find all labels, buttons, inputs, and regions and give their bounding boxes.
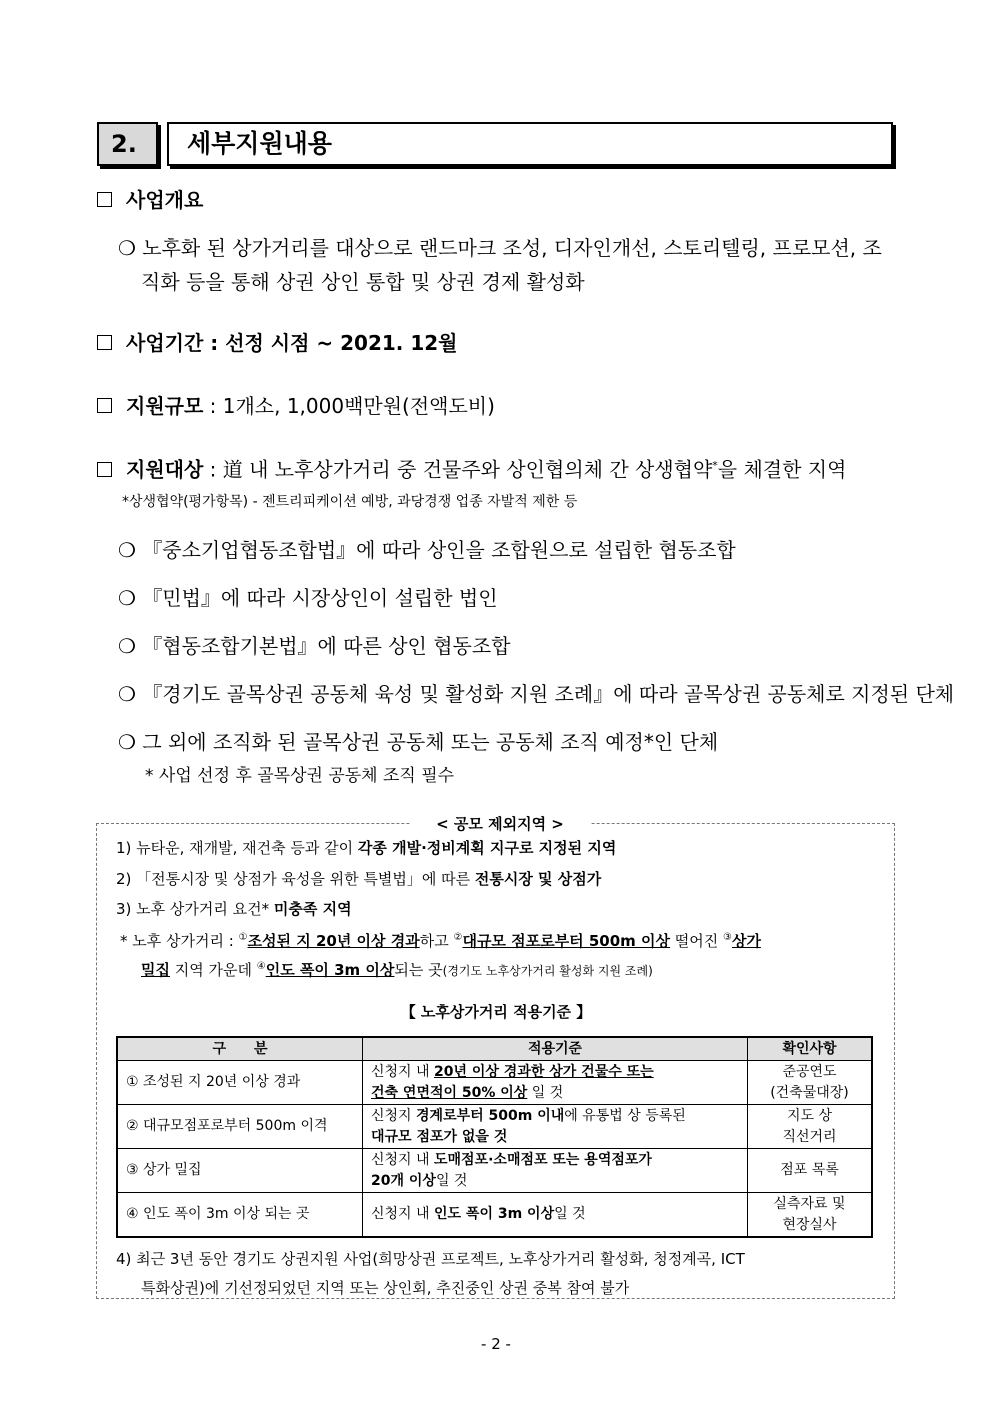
- table-cell: ③ 상가 밀집: [117, 1149, 363, 1193]
- table-cell: 신청지 경계로부터 500m 이내에 유통법 상 등록된 대규모 점포가 없을 것: [363, 1105, 748, 1149]
- exclusion-item-4: 4) 최근 3년 동안 경기도 상권지원 사업(희망상권 프로젝트, 노후상가거리 활성화, 청정계곡, ICT: [116, 1250, 745, 1268]
- circle-bullet-icon: ❍: [118, 236, 143, 260]
- table-cell: 신청지 내 20년 이상 경과한 상가 건물수 또는 건축 연면적이 50% 이상 일 것: [363, 1061, 748, 1105]
- target-item: ❍ 『협동조합기본법』에 따른 상인 협동조합: [118, 634, 511, 658]
- target-item: ❍ 『민법』에 따라 시장상인이 설립한 법인: [118, 586, 498, 610]
- overview-bullet-cont: 직화 등을 통해 상권 상인 통합 및 상권 경제 활성화: [141, 270, 585, 294]
- target-note: *상생협약(평가항목) - 젠트리피케이션 예방, 과당경쟁 업종 자발적 제한 등: [122, 494, 578, 510]
- target-item: ❍ 『경기도 골목상권 공동체 육성 및 활성화 지원 조례』에 따라 골목상권 공동체로 지정된 단체: [118, 682, 955, 706]
- target-line: 지원대상 : 道 내 노후상가거리 중 건물주와 상인협의체 간 상생협약*을 체결한 지역: [97, 452, 846, 484]
- table-row: [117, 1061, 872, 1105]
- exclusion-item-1: 1) 뉴타운, 재개발, 재건축 등과 같이 각종 개발·정비계획 지구로 지정된 지역: [116, 839, 617, 857]
- circle-bullet-icon: ❍: [118, 538, 143, 562]
- scale-line: 지원규모 : 1개소, 1,000백만원(전액도비): [97, 392, 495, 420]
- exclusion-item-3: 3) 노후 상가거리 요건* 미충족 지역: [116, 900, 352, 918]
- checkbox-square-icon: [97, 462, 112, 477]
- section-number: 2.: [97, 122, 158, 166]
- period-heading: 사업기간 : 선정 시점 ~ 2021. 12월: [97, 329, 458, 357]
- old-street-definition: * 노후 상가거리 : ①조성된 지 20년 이상 경과하고 ②대규모 점포로부터 500m 이상 떨어진 ③상가: [120, 932, 761, 950]
- checkbox-square-icon: [97, 398, 112, 413]
- table-cell: ① 조성된 지 20년 이상 경과: [117, 1061, 363, 1105]
- table-cell: 지도 상 직선거리: [748, 1105, 873, 1149]
- target-item: ❍ 『중소기업협동조합법』에 따라 상인을 조합원으로 설립한 협동조합: [118, 538, 736, 562]
- table-cell: ④ 인도 폭이 3m 이상 되는 곳: [117, 1193, 363, 1238]
- circle-bullet-icon: ❍: [118, 730, 143, 754]
- circle-bullet-icon: ❍: [118, 634, 143, 658]
- table-cell: 실측자료 및 현장실사: [748, 1193, 873, 1238]
- circle-bullet-icon: ❍: [118, 586, 143, 610]
- table-cell: ② 대규모점포로부터 500m 이격: [117, 1105, 363, 1149]
- table-cell: 점포 목록: [748, 1149, 873, 1193]
- section-title: 세부지원내용: [167, 122, 893, 166]
- table-header: 구 분: [117, 1037, 363, 1061]
- target-item: ❍ 그 외에 조직화 된 골목상권 공동체 또는 공동체 조직 예정*인 단체: [118, 730, 719, 754]
- checkbox-square-icon: [97, 335, 112, 350]
- table-header: 확인사항: [748, 1037, 873, 1061]
- page-number: - 2 -: [481, 1335, 511, 1353]
- checkbox-square-icon: [97, 192, 112, 207]
- exclusion-item-4-cont: 특화상권)에 기선정되었던 지역 또는 상인회, 추진중인 상권 중복 참여 불가: [141, 1279, 630, 1297]
- circle-bullet-icon: ❍: [118, 682, 143, 706]
- exclusion-item-2: 2) 「전통시장 및 상점가 육성을 위한 특별법」에 따른 전통시장 및 상점가: [116, 870, 602, 888]
- table-header-row: [117, 1037, 872, 1061]
- old-street-definition-cont: 밀집 지역 가운데 ④인도 폭이 3m 이상되는 곳(경기도 노후상가거리 활성화 지원 조례): [141, 961, 653, 979]
- criteria-table: [116, 1036, 873, 1238]
- table-cell: 신청지 내 인도 폭이 3m 이상일 것: [363, 1193, 748, 1238]
- overview-bullet: ❍ 노후화 된 상가거리를 대상으로 랜드마크 조성, 디자인개선, 스토리텔링, 프로모션, 조: [118, 236, 882, 260]
- table-cell: 준공연도 (건축물대장): [748, 1061, 873, 1105]
- table-row: [117, 1105, 872, 1149]
- table-cell: 신청지 내 도매점포·소매점포 또는 용역점포가 20개 이상일 것: [363, 1149, 748, 1193]
- criteria-title: 【 노후상가거리 적용기준 】: [400, 1003, 592, 1021]
- target-item-note: * 사업 선정 후 골목상권 공동체 조직 필수: [145, 766, 455, 786]
- table-row: [117, 1193, 872, 1238]
- exclusion-title: < 공모 제외지역 >: [410, 812, 590, 836]
- table-row: [117, 1149, 872, 1193]
- overview-heading: 사업개요: [97, 186, 203, 214]
- table-header: 적용기준: [363, 1037, 748, 1061]
